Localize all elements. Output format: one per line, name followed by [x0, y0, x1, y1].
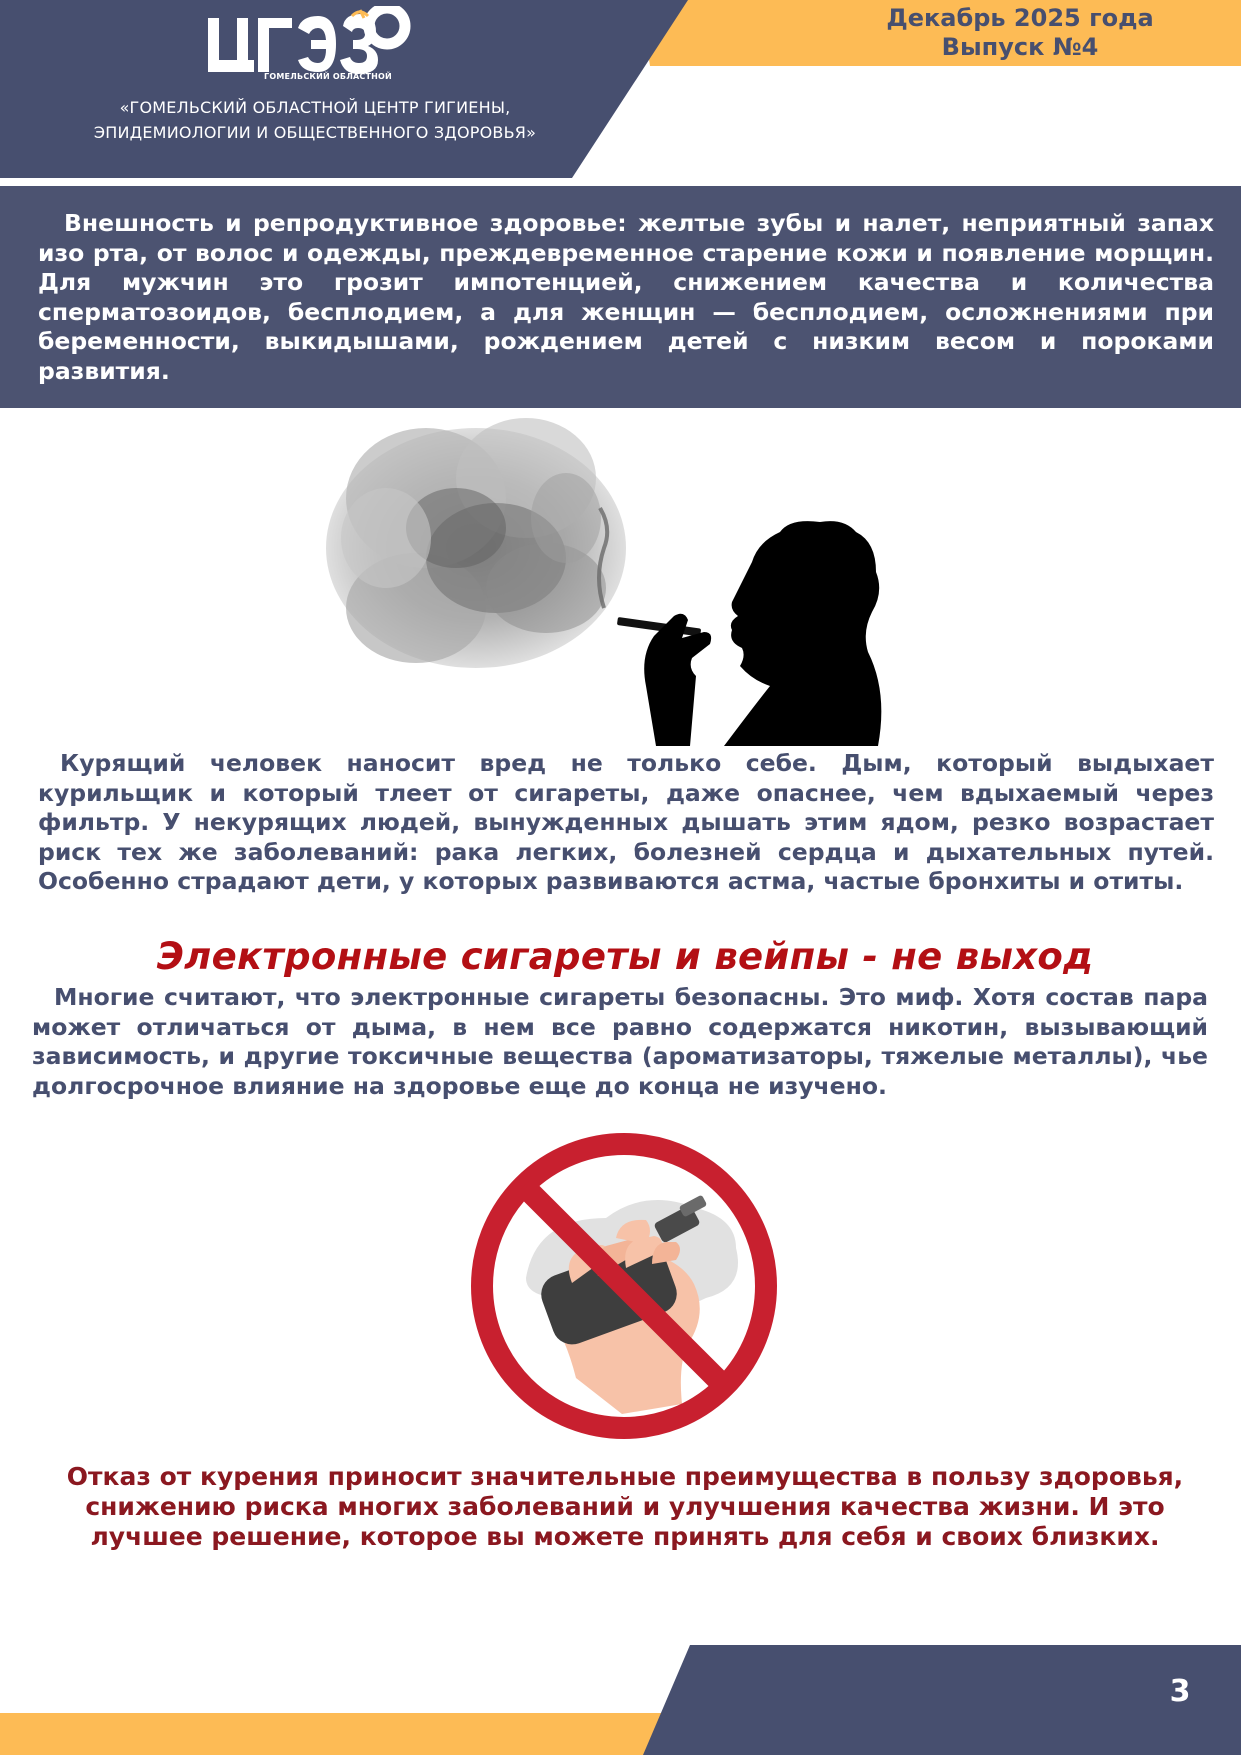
logo-region-label: ГОМЕЛЬСКИЙ ОБЛАСТНОЙ [264, 72, 392, 81]
org-name-line-1: «ГОМЕЛЬСКИЙ ОБЛАСТНОЙ ЦЕНТР ГИГИЕНЫ, [119, 98, 511, 117]
ecig-section-title: Электронные сигареты и вейпы - не выход [156, 935, 1094, 978]
svg-text:и: и [344, 57, 350, 66]
passive-smoking-paragraph: Курящий человек наносит вред не только себе. Дым, который выдыхает курильщик и который тлеет от сигареты, даже опаснее, чем вдыхаемый через фильтр. У некурящих людей, вынужденных дышать этим ядом, резко возрастает риск тех же заболеваний: рака легких, болезней сердца и дыхательных путей. Особенно страдают дети, у которых развиваются астма, частые бронхиты и отиты. [38, 749, 1214, 895]
intro-paragraph: Внешность и репродуктивное здоровье: желтые зубы и налет, неприятный запах изо рта, от волос и одежды, преждевременное старение кожи и появление морщин. Для мужчин это грозит импотенцией, снижением качества и количества сперматозоидов, бесплодием, а для женщин — бесплодием, осложнениями при беременности, выкидышами, рождением детей с низким весом и пороками развития. [38, 209, 1214, 385]
head-silhouette-icon [724, 521, 881, 746]
smoke-cloud-icon [326, 418, 626, 668]
ecig-paragraph: Многие считают, что электронные сигареты безопасны. Это миф. Хотя состав пара может отличаться от дыма, в нем все равно содержатся никотин, вызывающий зависимость, и другие токсичные вещества (ароматизаторы, тяжелые металлы), чье долгосрочное влияние на здоровье еще до конца не изучено. [32, 983, 1208, 1100]
org-name [60, 95, 570, 145]
page-number: 3 [1169, 1674, 1191, 1709]
footer-banner [0, 1640, 1241, 1755]
org-name-line-2: ЭПИДЕМИОЛОГИИ И ОБЩЕСТВЕННОГО ЗДОРОВЬЯ» [93, 123, 537, 142]
issue-number: Выпуск №4 [941, 33, 1099, 61]
closing-message: Отказ от курения приносит значительные преимущества в пользу здоровья, снижению риска многих заболеваний и улучшения качества жизни. И это лучшее решение, которое вы можете принять для себя и своих близких. [66, 1462, 1184, 1551]
footer-yellow-stripe [0, 1713, 680, 1755]
hand-silhouette-icon [644, 614, 711, 746]
smoker-silhouette-illustration [326, 408, 956, 746]
issue-date: Декабрь 2025 года [886, 4, 1154, 32]
no-vaping-sign-icon [466, 1128, 782, 1444]
